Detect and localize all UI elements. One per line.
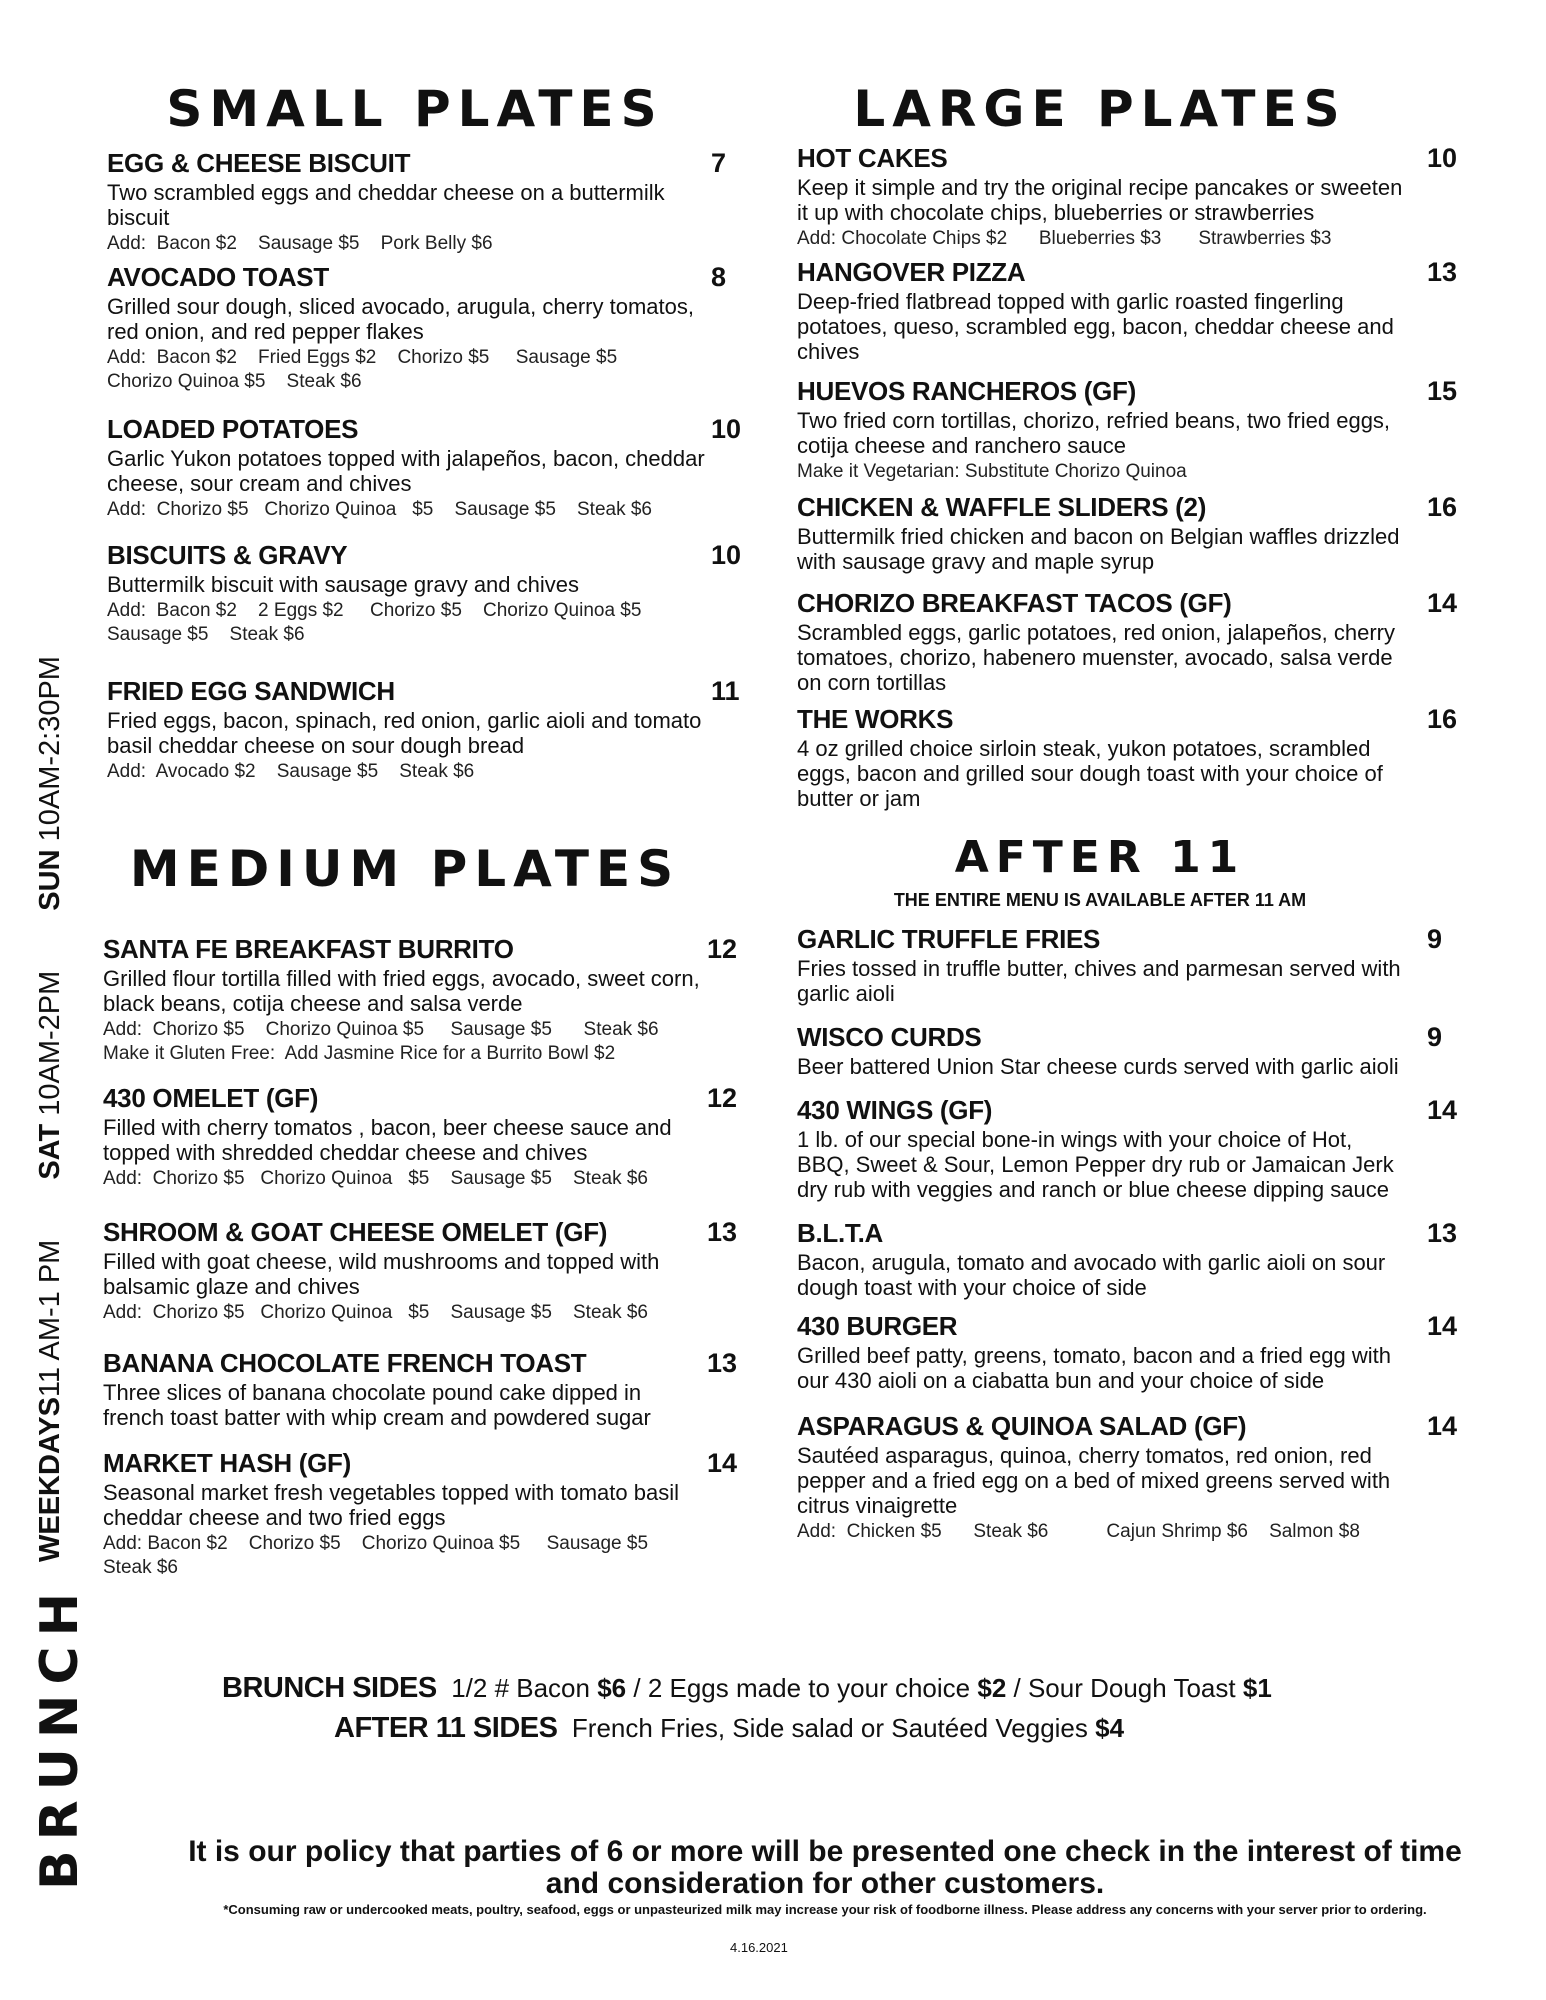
menu-item-addons: Add: Bacon $2 Fried Eggs $2 Chorizo $5 Sausage $5 Chorizo Quinoa $5 Steak $6: [107, 347, 618, 392]
menu-item: [107, 414, 747, 522]
menu-item-price: 7: [711, 148, 727, 178]
menu-item-name: BISCUITS & GRAVY: [107, 540, 348, 570]
after-11-sides-label: AFTER 11 SIDES: [334, 1712, 558, 1744]
small-plates-title: SMALL PLATES: [166, 80, 664, 138]
sat-hours: 10AM-2PM: [34, 970, 66, 1116]
menu-item-description: Beer battered Union Star cheese curds served with garlic aioli: [797, 1054, 1399, 1079]
menu-item-description: Fries tossed in truffle butter, chives and parmesan served with garlic aioli: [797, 956, 1401, 1006]
sun-label: SUN: [34, 849, 66, 911]
brunch-side-bacon-price: $6: [597, 1673, 627, 1703]
menu-item-description: 4 oz grilled choice sirloin steak, yukon potatoes, scrambled eggs, bacon and grilled sour dough toast with your choice of butter or jam: [797, 736, 1383, 811]
menu-item-name: EGG & CHEESE BISCUIT: [107, 148, 411, 178]
menu-item-name: ASPARAGUS & QUINOA SALAD (GF): [797, 1411, 1247, 1441]
menu-item: [107, 148, 747, 256]
menu-item: [797, 143, 1458, 251]
menu-item-description: Deep-fried flatbread topped with garlic roasted fingerling potatoes, queso, scrambled egg, bacon, cheddar cheese and chives: [797, 289, 1394, 364]
menu-item: [797, 704, 1458, 811]
menu-item-price: 11: [711, 676, 740, 706]
menu-item-name: HUEVOS RANCHEROS (GF): [797, 376, 1136, 406]
menu-item: [797, 1022, 1447, 1079]
menu-item: [103, 1448, 743, 1580]
menu-item-name: FRIED EGG SANDWICH: [107, 676, 395, 706]
menu-item-price: 12: [707, 1083, 738, 1113]
menu-item: [797, 257, 1458, 364]
medium-plates-title: MEDIUM PLATES: [129, 840, 681, 898]
vertical-hours-banner: [20, 600, 110, 2000]
menu-item: [797, 1218, 1458, 1300]
after-11-title: AFTER 11: [954, 832, 1246, 883]
menu-item-name: WISCO CURDS: [797, 1022, 982, 1052]
menu-item-price: 14: [1427, 1311, 1458, 1341]
menu-item-name: BANANA CHOCOLATE FRENCH TOAST: [103, 1348, 587, 1378]
brunch-side-toast-price: $1: [1242, 1673, 1272, 1703]
menu-item-addons: Add: Chorizo $5 Chorizo Quinoa $5 Sausage $5 Steak $6: [103, 1302, 648, 1323]
menu-item-price: 14: [707, 1448, 738, 1478]
after-11-subtitle: THE ENTIRE MENU IS AVAILABLE AFTER 11 AM: [893, 890, 1307, 910]
menu-item-price: 16: [1427, 492, 1458, 522]
menu-item-price: 14: [1427, 1411, 1458, 1441]
brunch-side-toast: / Sour Dough Toast: [1013, 1673, 1236, 1703]
menu-item-addons: Add: Chocolate Chips $2 Blueberries $3 Strawberries $3: [797, 228, 1332, 249]
menu-item-price: 10: [1427, 143, 1458, 173]
after-11-sides-text: French Fries, Side salad or Sautéed Veggies: [571, 1713, 1088, 1743]
weekdays-label: WEEKDAYS: [34, 1397, 66, 1562]
menu-item-description: Filled with goat cheese, wild mushrooms and topped with balsamic glaze and chives: [103, 1249, 660, 1299]
menu-item: [103, 1348, 743, 1430]
menu-item-description: Bacon, arugula, tomato and avocado with garlic aioli on sour dough toast with your choice of side: [797, 1250, 1386, 1300]
brunch-side-eggs-price: $2: [977, 1673, 1007, 1703]
menu-item-addons: Add: Chicken $5 Steak $6 Cajun Shrimp $6 Salmon $8: [797, 1521, 1360, 1542]
menu-item-description: Keep it simple and try the original recipe pancakes or sweeten it up with chocolate chips, blueberries or strawberries: [797, 175, 1403, 225]
menu-item-price: 10: [711, 414, 742, 444]
menu-item-addons: Add: Chorizo $5 Chorizo Quinoa $5 Sausage $5 Steak $6 Make it Gluten Free: Add Jasmine Rice for a Burrito Bowl $2: [103, 1019, 659, 1064]
menu-item: [797, 1411, 1458, 1544]
menu-item-price: 9: [1427, 924, 1443, 954]
menu-item-description: Grilled sour dough, sliced avocado, arugula, cherry tomatos, red onion, and red pepper flakes: [107, 294, 694, 344]
menu-item: [797, 492, 1458, 574]
menu-item-description: Buttermilk biscuit with sausage gravy and chives: [107, 572, 579, 597]
menu-item-name: THE WORKS: [797, 704, 954, 734]
brunch-vertical-label: BRUNCH: [30, 1582, 90, 1890]
menu-item-name: SHROOM & GOAT CHEESE OMELET (GF): [103, 1217, 608, 1247]
menu-item-price: 15: [1427, 376, 1458, 406]
menu-item-description: 1 lb. of our special bone-in wings with your choice of Hot, BBQ, Sweet & Sour, Lemon Pepper dry rub or Jamaican Jerk dry rub with veggies and ranch or blue cheese dipping sauce: [797, 1127, 1394, 1202]
menu-item-addons: Make it Vegetarian: Substitute Chorizo Quinoa: [797, 461, 1187, 482]
sun-hours: 10AM-2:30PM: [34, 656, 66, 842]
menu-item: [797, 588, 1458, 695]
menu-item: [107, 540, 747, 647]
menu-item-name: LOADED POTATOES: [107, 414, 359, 444]
menu-item-name: CHICKEN & WAFFLE SLIDERS (2): [797, 492, 1207, 522]
menu-item-name: GARLIC TRUFFLE FRIES: [797, 924, 1101, 954]
menu-item-description: Three slices of banana chocolate pound cake dipped in french toast batter with whip cream and powdered sugar: [103, 1380, 651, 1430]
menu-item-description: Garlic Yukon potatoes topped with jalapeños, bacon, cheddar cheese, sour cream and chives: [107, 446, 705, 496]
menu-item: [797, 1095, 1458, 1202]
menu-item-addons: Add: Bacon $2 2 Eggs $2 Chorizo $5 Chorizo Quinoa $5 Sausage $5 Steak $6: [107, 600, 642, 645]
menu-item-description: Scrambled eggs, garlic potatoes, red onion, jalapeños, cherry tomatoes, chorizo, habenero muenster, avocado, salsa verde on corn tortillas: [797, 620, 1396, 695]
menu-item-price: 13: [707, 1217, 738, 1247]
menu-item: [103, 934, 743, 1066]
hours-vertical-text: [34, 656, 67, 1562]
menu-item-name: 430 OMELET (GF): [103, 1083, 319, 1113]
menu-item-name: MARKET HASH (GF): [103, 1448, 351, 1478]
menu-item-name: HOT CAKES: [797, 143, 948, 173]
after-11-sides-price: $4: [1095, 1713, 1125, 1743]
menu-item-name: AVOCADO TOAST: [107, 262, 329, 292]
brunch-side-eggs: / 2 Eggs made to your choice: [633, 1673, 971, 1703]
menu-item-price: 16: [1427, 704, 1458, 734]
menu-item-price: 13: [707, 1348, 738, 1378]
party-policy: It is our policy that parties of 6 or more will be presented one check in the interest of time and consideration for other customers.: [188, 1835, 1462, 1900]
menu-item-addons: Add: Chorizo $5 Chorizo Quinoa $5 Sausage $5 Steak $6: [103, 1168, 648, 1189]
menu-item-addons: Add: Bacon $2 Sausage $5 Pork Belly $6: [107, 233, 493, 254]
menu-item-name: 430 BURGER: [797, 1311, 958, 1341]
menu-item-addons: Add: Bacon $2 Chorizo $5 Chorizo Quinoa $5 Sausage $5 Steak $6: [103, 1533, 649, 1578]
menu-item-description: Grilled beef patty, greens, tomato, bacon and a fried egg with our 430 aioli on a ciabatta bun and your choice of side: [797, 1343, 1391, 1393]
menu-item-addons: Add: Avocado $2 Sausage $5 Steak $6: [107, 761, 475, 782]
menu-item: [797, 1311, 1458, 1393]
menu-item-price: 8: [711, 262, 727, 292]
menu-item: [797, 924, 1447, 1006]
menu-date: 4.16.2021: [730, 1940, 788, 1955]
menu-item-description: Buttermilk fried chicken and bacon on Belgian waffles drizzled with sausage gravy and maple syrup: [797, 524, 1400, 574]
menu-item-description: Fried eggs, bacon, spinach, red onion, garlic aioli and tomato basil cheddar cheese on sour dough bread: [107, 708, 702, 758]
menu-item-description: Two scrambled eggs and cheddar cheese on a buttermilk biscuit: [107, 180, 665, 230]
menu-item-price: 12: [707, 934, 738, 964]
menu-item-price: 14: [1427, 1095, 1458, 1125]
brunch-sides: [222, 1672, 1272, 1705]
menu-item-price: 9: [1427, 1022, 1443, 1052]
menu-item: [103, 1083, 743, 1191]
foodborne-warning: *Consuming raw or undercooked meats, poultry, seafood, eggs or unpasteurized milk may increase your risk of foodborne illness. Please address any concerns with your server prior to ordering.: [223, 1902, 1427, 1917]
brunch-sides-label: BRUNCH SIDES: [222, 1672, 437, 1704]
menu-item-name: 430 WINGS (GF): [797, 1095, 993, 1125]
menu-item-description: Seasonal market fresh vegetables topped with tomato basil cheddar cheese and two fried eggs: [103, 1480, 679, 1530]
menu-item-description: Sautéed asparagus, quinoa, cherry tomatos, red onion, red pepper and a fried egg on a bed of mixed greens served with citrus vinaigrette: [797, 1443, 1391, 1518]
menu-item-name: CHORIZO BREAKFAST TACOS (GF): [797, 588, 1232, 618]
large-plates-title: LARGE PLATES: [853, 80, 1347, 138]
sat-label: SAT: [34, 1123, 66, 1180]
brunch-side-bacon: 1/2 # Bacon: [451, 1673, 590, 1703]
after-11-sides: [334, 1712, 1124, 1745]
menu-item-price: 14: [1427, 588, 1458, 618]
menu-item-description: Grilled flour tortilla filled with fried eggs, avocado, sweet corn, black beans, cotija cheese and salsa verde: [103, 966, 700, 1016]
menu-item-price: 10: [711, 540, 742, 570]
menu-item: [107, 262, 747, 394]
menu-item: [103, 1217, 743, 1325]
menu-item-price: 13: [1427, 1218, 1458, 1248]
menu-item-addons: Add: Chorizo $5 Chorizo Quinoa $5 Sausage $5 Steak $6: [107, 499, 652, 520]
menu-item-description: Filled with cherry tomatos , bacon, beer cheese sauce and topped with shredded cheddar cheese and chives: [103, 1115, 672, 1165]
menu-item-name: B.L.T.A: [797, 1218, 884, 1248]
menu-item-name: HANGOVER PIZZA: [797, 257, 1026, 287]
menu-item: [107, 676, 747, 784]
menu-item-name: SANTA FE BREAKFAST BURRITO: [103, 934, 514, 964]
menu-item-description: Two fried corn tortillas, chorizo, refried beans, two fried eggs, cotija cheese and ranchero sauce: [797, 408, 1391, 458]
weekdays-hours: 11 AM-1 PM: [34, 1239, 66, 1398]
menu-item: [797, 376, 1458, 484]
menu-item-price: 13: [1427, 257, 1458, 287]
